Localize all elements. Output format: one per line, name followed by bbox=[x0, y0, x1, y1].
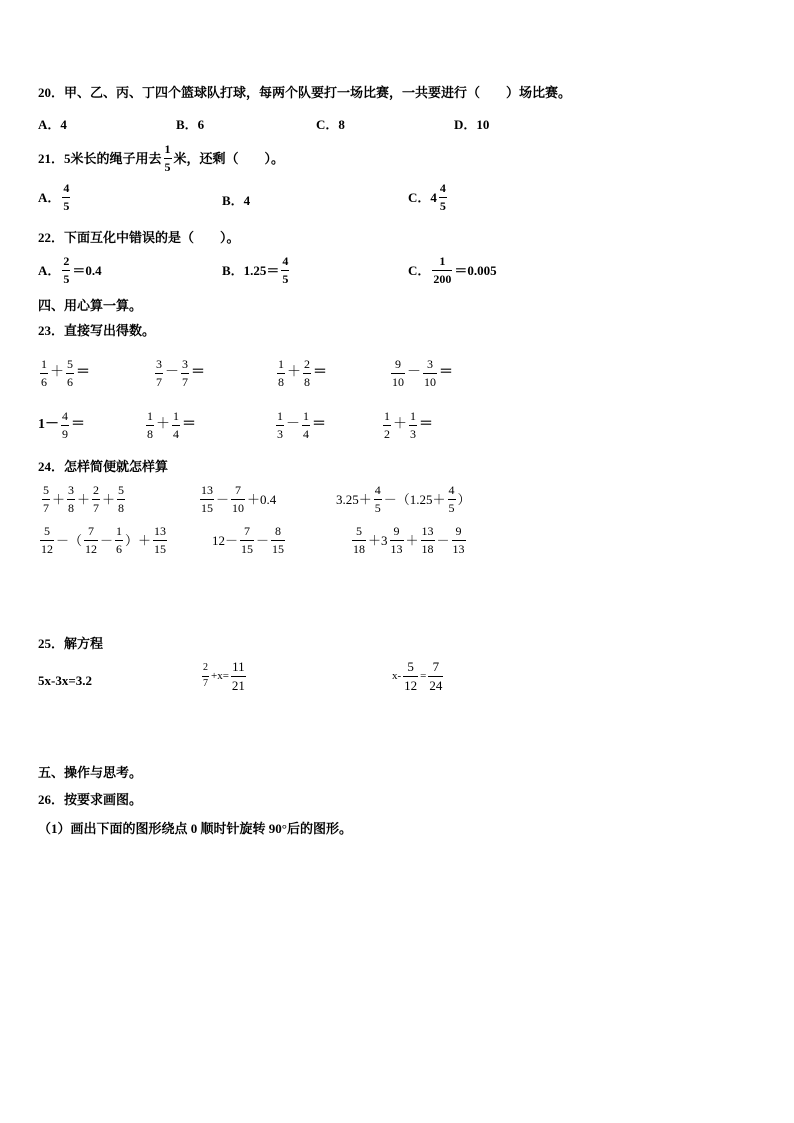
q21-stem-fraction bbox=[164, 143, 172, 173]
equals-sign: ＝ bbox=[182, 417, 196, 433]
fraction bbox=[67, 484, 75, 514]
numerator: 1 bbox=[164, 142, 171, 156]
denominator: 15 bbox=[154, 541, 167, 556]
denominator: 8 bbox=[304, 374, 310, 389]
numerator: 1 bbox=[116, 524, 123, 538]
numerator: 1 bbox=[173, 409, 179, 423]
option-label: C． bbox=[408, 189, 431, 205]
fraction bbox=[117, 484, 125, 514]
q24-expr-4 bbox=[38, 525, 169, 555]
q21-stem-prefix: 21．5米长的绳子用去 bbox=[38, 150, 162, 166]
denominator: 13 bbox=[452, 541, 465, 556]
mixed-number bbox=[430, 182, 449, 212]
fraction bbox=[92, 484, 100, 514]
fraction bbox=[153, 525, 167, 555]
numerator: 2 bbox=[63, 254, 70, 268]
denominator: 6 bbox=[41, 374, 47, 389]
expression-head: 3.25＋ bbox=[336, 491, 372, 507]
numerator: 1 bbox=[439, 254, 446, 268]
numerator: 3 bbox=[68, 483, 75, 497]
q20-option-b[interactable]: B．6 bbox=[176, 117, 205, 132]
numerator: 13 bbox=[154, 524, 167, 538]
numerator: 5 bbox=[44, 524, 50, 538]
option-label: B．1.25＝ bbox=[222, 262, 280, 278]
denominator: 8 bbox=[118, 500, 125, 515]
denominator: 5 bbox=[63, 271, 70, 286]
option-rest: ＝0.005 bbox=[454, 262, 497, 278]
equals-sign: ＝ bbox=[312, 417, 326, 433]
numerator: 13 bbox=[421, 524, 434, 538]
denominator: 13 bbox=[390, 541, 403, 556]
q24-title: 24．怎样简便就怎样算 bbox=[38, 459, 169, 474]
fraction bbox=[403, 660, 418, 692]
q20-option-a[interactable]: A．4 bbox=[38, 117, 67, 132]
q22-stem: 22．下面互化中错误的是（ ）。 bbox=[38, 230, 240, 245]
denominator: 9 bbox=[62, 426, 68, 441]
q21-stem bbox=[38, 143, 284, 173]
denominator: 18 bbox=[353, 541, 365, 556]
plus-sign: ＋ bbox=[287, 365, 301, 381]
fraction bbox=[428, 660, 443, 692]
fraction bbox=[409, 410, 417, 440]
numerator: 4 bbox=[374, 483, 381, 497]
denominator: 15 bbox=[241, 541, 254, 556]
denominator: 7 bbox=[43, 500, 49, 515]
fraction bbox=[231, 484, 245, 514]
fraction bbox=[432, 255, 452, 285]
expression-middle: －（1.25＋ bbox=[383, 491, 446, 507]
fraction bbox=[61, 410, 69, 440]
denominator: 4 bbox=[303, 426, 309, 441]
denominator: 5 bbox=[282, 271, 289, 286]
fraction bbox=[271, 525, 285, 555]
whole-part: 4 bbox=[430, 189, 437, 205]
equals-sign: ＝ bbox=[439, 365, 453, 381]
denominator: 8 bbox=[278, 374, 284, 389]
denominator: 4 bbox=[173, 426, 179, 441]
fraction bbox=[40, 358, 48, 388]
denominator: 15 bbox=[272, 541, 285, 556]
option-label: A． bbox=[38, 262, 61, 278]
q25-title: 25．解方程 bbox=[38, 636, 104, 651]
plus-sign: ＋ bbox=[52, 491, 66, 507]
numerator: 5 bbox=[67, 357, 73, 371]
q22-option-b[interactable] bbox=[222, 255, 291, 285]
denominator: 5 bbox=[164, 159, 171, 174]
denominator: 10 bbox=[392, 374, 404, 389]
denominator: 2 bbox=[384, 426, 390, 441]
denominator: 5 bbox=[374, 500, 381, 515]
fraction bbox=[66, 358, 74, 388]
numerator: 1 bbox=[41, 357, 47, 371]
option-label: A． bbox=[38, 189, 61, 205]
q23-expr-1 bbox=[38, 358, 90, 388]
fraction bbox=[439, 182, 447, 212]
plus-sign: ＋ bbox=[77, 491, 91, 507]
fraction bbox=[62, 182, 70, 212]
numerator: 9 bbox=[395, 357, 401, 371]
fraction bbox=[155, 358, 163, 388]
denominator: 12 bbox=[404, 677, 418, 693]
fraction bbox=[452, 525, 466, 555]
numerator: 1 bbox=[278, 357, 284, 371]
q23-expr-8 bbox=[381, 410, 433, 440]
numerator: 2 bbox=[93, 483, 100, 497]
fraction bbox=[40, 525, 54, 555]
fraction bbox=[200, 484, 214, 514]
expression-tail: ＋0.4 bbox=[247, 491, 277, 507]
q20-option-c[interactable]: C．8 bbox=[316, 117, 345, 132]
expression-head: 12－ bbox=[212, 532, 239, 548]
denominator: 21 bbox=[231, 677, 245, 693]
q25-equation-3 bbox=[392, 660, 445, 692]
fraction bbox=[231, 660, 246, 692]
expression-tail: ） bbox=[457, 491, 471, 507]
numerator: 2 bbox=[203, 662, 208, 674]
plus-sign: ＋ bbox=[393, 417, 407, 433]
fraction bbox=[391, 358, 405, 388]
q23-expr-4 bbox=[389, 358, 453, 388]
equals-sign: ＝ bbox=[71, 417, 85, 433]
minus-sign: － bbox=[256, 532, 270, 548]
open-bracket: －（ bbox=[56, 532, 83, 548]
denominator: 10 bbox=[232, 500, 245, 515]
fraction bbox=[374, 484, 382, 514]
numerator: 9 bbox=[455, 524, 462, 538]
plus-three: ＋3 bbox=[368, 532, 388, 548]
section-5-title: 五、操作与思考。 bbox=[38, 765, 143, 780]
q26-title: 26．按要求画图。 bbox=[38, 792, 143, 807]
numerator: 9 bbox=[393, 524, 400, 538]
fraction bbox=[352, 525, 366, 555]
plus-sign: ＋ bbox=[102, 491, 116, 507]
q23-expr-5 bbox=[38, 410, 85, 440]
denominator: 5 bbox=[448, 500, 455, 515]
q21-option-b[interactable]: B．4 bbox=[222, 193, 251, 208]
fraction bbox=[115, 525, 123, 555]
numerator: 4 bbox=[439, 181, 446, 195]
option-label: C． bbox=[408, 262, 431, 278]
numerator: 4 bbox=[63, 181, 70, 195]
equals-sign: ＝ bbox=[313, 365, 327, 381]
fraction bbox=[42, 484, 50, 514]
q25-equation-1: 5x-3x=3.2 bbox=[38, 673, 92, 688]
fraction bbox=[383, 410, 391, 440]
fraction bbox=[62, 255, 70, 285]
minus-sign: － bbox=[216, 491, 230, 507]
q24-expr-2 bbox=[198, 484, 276, 514]
denominator: 24 bbox=[429, 677, 443, 693]
q21-option-c[interactable] bbox=[408, 182, 449, 212]
q24-expr-6 bbox=[350, 525, 468, 555]
q20-option-d[interactable]: D．10 bbox=[454, 117, 490, 132]
minus-sign: － bbox=[165, 365, 179, 381]
q21-stem-suffix: 米，还剩（ ）。 bbox=[173, 150, 285, 166]
option-rest: ＝0.4 bbox=[72, 262, 102, 278]
denominator: 18 bbox=[421, 541, 434, 556]
q25-equation-2 bbox=[200, 660, 248, 692]
denominator: 15 bbox=[201, 500, 213, 515]
denominator: 10 bbox=[424, 374, 436, 389]
denominator: 7 bbox=[156, 374, 162, 389]
numerator: 7 bbox=[432, 659, 440, 674]
equals-sign: = bbox=[420, 669, 427, 682]
q23-expr-2 bbox=[153, 358, 205, 388]
minus-sign: － bbox=[407, 365, 421, 381]
plus-sign: ＋ bbox=[50, 365, 64, 381]
fraction bbox=[172, 410, 180, 440]
fraction bbox=[390, 525, 404, 555]
minus-sign: － bbox=[436, 532, 450, 548]
fraction bbox=[281, 255, 289, 285]
numerator: 2 bbox=[304, 357, 310, 371]
numerator: 3 bbox=[156, 357, 162, 371]
fraction bbox=[181, 358, 189, 388]
numerator: 4 bbox=[62, 409, 68, 423]
denominator: 3 bbox=[410, 426, 416, 441]
expression-middle: +x= bbox=[211, 669, 229, 682]
q26-subquestion-1: （1）画出下面的图形绕点 0 顺时针旋转 90°后的图形。 bbox=[38, 821, 352, 836]
numerator: 5 bbox=[407, 659, 414, 674]
plus-sign: ＋ bbox=[156, 417, 170, 433]
q23-title: 23．直接写出得数。 bbox=[38, 323, 156, 338]
denominator: 5 bbox=[439, 198, 446, 213]
q23-expr-7 bbox=[274, 410, 326, 440]
fraction bbox=[277, 358, 285, 388]
q22-option-a[interactable] bbox=[38, 255, 102, 285]
close-bracket: ）＋ bbox=[125, 532, 152, 548]
q24-expr-3 bbox=[336, 484, 471, 514]
numerator: 5 bbox=[356, 524, 362, 538]
fraction bbox=[146, 410, 154, 440]
fraction bbox=[84, 525, 98, 555]
minus-sign: － bbox=[100, 532, 114, 548]
numerator: 3 bbox=[182, 357, 188, 371]
numerator: 7 bbox=[244, 524, 251, 538]
fraction bbox=[202, 663, 209, 689]
fraction bbox=[276, 410, 284, 440]
q24-expr-5 bbox=[212, 525, 287, 555]
numerator: 5 bbox=[118, 483, 125, 497]
denominator: 7 bbox=[203, 677, 208, 689]
denominator: 8 bbox=[147, 426, 153, 441]
q20-stem: 20．甲、乙、丙、丁四个篮球队打球，每两个队要打一场比赛，一共要进行（ ）场比赛。 bbox=[38, 85, 572, 100]
fraction bbox=[240, 525, 254, 555]
fraction bbox=[423, 358, 437, 388]
denominator: 200 bbox=[433, 271, 452, 286]
denominator: 6 bbox=[116, 541, 123, 556]
section-4-title: 四、用心算一算。 bbox=[38, 298, 143, 313]
numerator: 1 bbox=[384, 409, 390, 423]
equals-sign: ＝ bbox=[191, 365, 205, 381]
denominator: 6 bbox=[67, 374, 73, 389]
numerator: 13 bbox=[201, 483, 213, 497]
denominator: 5 bbox=[63, 198, 70, 213]
numerator: 8 bbox=[275, 524, 282, 538]
expression-head: x- bbox=[392, 669, 402, 682]
q21-option-a[interactable] bbox=[38, 182, 72, 212]
numerator: 5 bbox=[43, 483, 49, 497]
plus-sign: ＋ bbox=[405, 532, 419, 548]
q24-expr-1 bbox=[40, 484, 127, 514]
denominator: 3 bbox=[277, 426, 283, 441]
numerator: 1 bbox=[303, 409, 309, 423]
fraction bbox=[421, 525, 435, 555]
fraction bbox=[303, 358, 311, 388]
numerator: 1 bbox=[410, 409, 416, 423]
q23-expr-3 bbox=[275, 358, 327, 388]
numerator: 7 bbox=[88, 524, 95, 538]
minus-sign: － bbox=[286, 417, 300, 433]
denominator: 8 bbox=[68, 500, 75, 515]
numerator: 4 bbox=[282, 254, 289, 268]
numerator: 3 bbox=[427, 357, 433, 371]
fraction bbox=[448, 484, 456, 514]
equals-sign: ＝ bbox=[419, 417, 433, 433]
numerator: 1 bbox=[277, 409, 283, 423]
denominator: 7 bbox=[182, 374, 188, 389]
denominator: 12 bbox=[41, 541, 53, 556]
numerator: 4 bbox=[448, 483, 455, 497]
equals-sign: ＝ bbox=[76, 365, 90, 381]
denominator: 12 bbox=[85, 541, 98, 556]
denominator: 7 bbox=[93, 500, 100, 515]
numerator: 11 bbox=[232, 659, 245, 674]
q23-expr-6 bbox=[144, 410, 196, 440]
one-minus: 1－ bbox=[38, 417, 59, 433]
numerator: 7 bbox=[235, 483, 242, 497]
fraction bbox=[302, 410, 310, 440]
q22-option-c[interactable] bbox=[408, 255, 497, 285]
numerator: 1 bbox=[147, 409, 153, 423]
